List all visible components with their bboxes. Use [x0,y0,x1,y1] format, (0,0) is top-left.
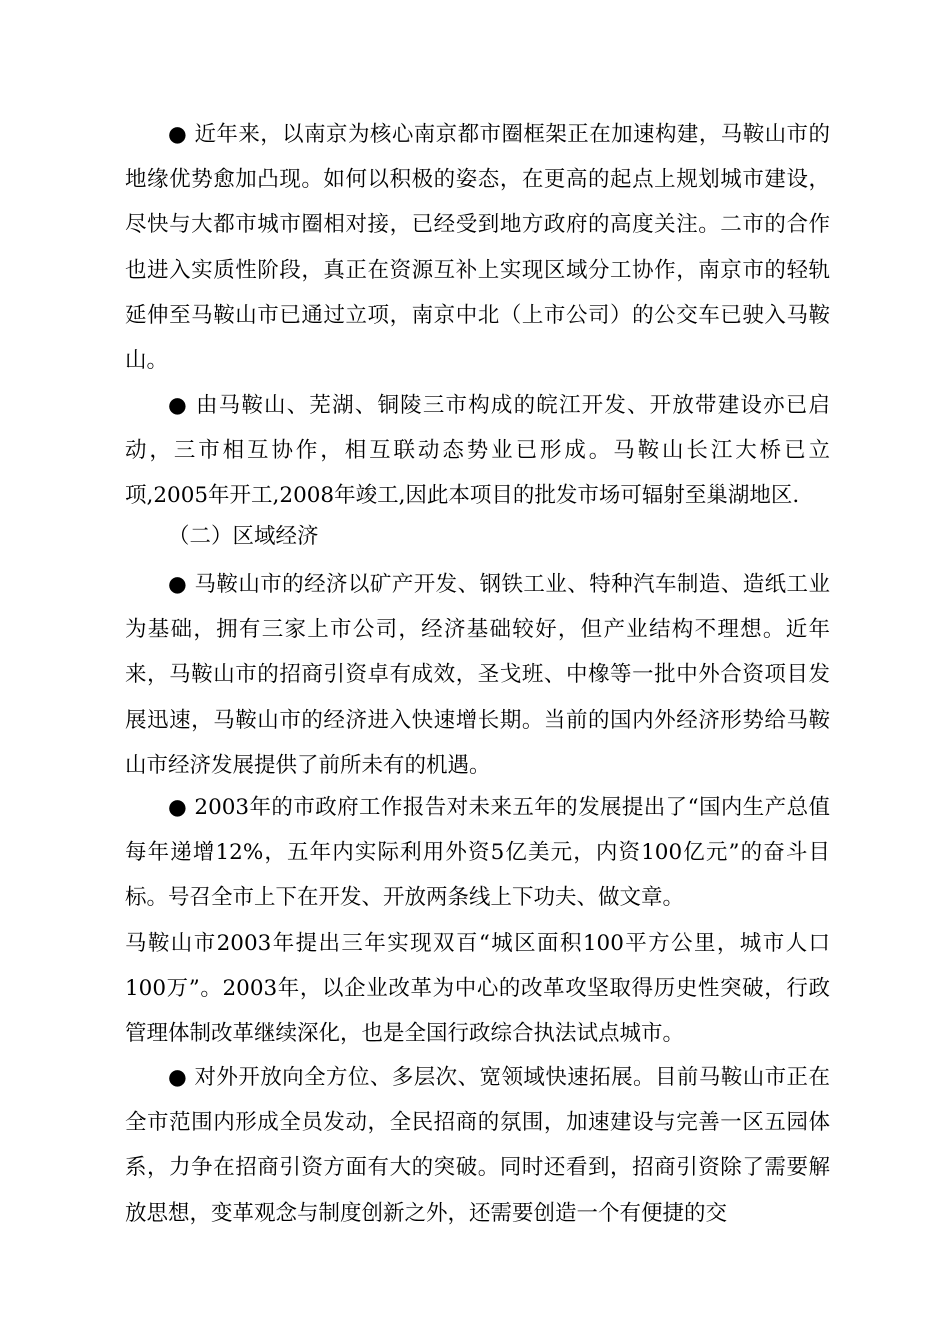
paragraph-government-goals: ● 2003年的市政府工作报告对未来五年的发展提出了“国内生产总值每年递增12%，五年内实际利用外资5亿美元，内资100亿元”的奋斗目标。号召全市上下在开发、开放两条线上下功夫、做文章。 [125,795,830,911]
section-heading-regional-economy: （二）区域经济 [168,524,319,549]
paragraph-economy-base: ● 马鞍山市的经济以矿产开发、钢铁工业、特种汽车制造、造纸工业为基础，拥有三家上市公司，经济基础较好，但产业结构不理想。近年来，马鞍山市的招商引资卓有成效，圣戈班、中橡等一批中外合资项目发展迅速，马鞍山市的经济进入快速增长期。当前的国内外经济形势给马鞍山市经济发展提供了前所未有的机遇。 [125,572,830,778]
paragraph-opening-up: ● 对外开放向全方位、多层次、宽领域快速拓展。目前马鞍山市正在全市范围内形成全员发动，全民招商的氛围，加速建设与完善一区五园体系，力争在招商引资方面有大的突破。同时还看到，招商引资除了需要解放思想，变革观念与制度创新之外，还需要创造一个有便捷的交 [125,1065,830,1226]
paragraph-nanjing-metro: ● 近年来，以南京为核心南京都市圈框架正在加速构建，马鞍山市的地缘优势愈加凸现。如何以积极的姿态，在更高的起点上规划城市建设，尽快与大都市城市圈相对接，已经受到地方政府的高度关注。二市的合作也进入实质性阶段，真正在资源互补上实现区域分工协作，南京市的轻轨延伸至马鞍山市已通过立项，南京中北（上市公司）的公交车已驶入马鞍山。 [125,122,830,374]
paragraph-double-hundred: 马鞍山市2003年提出三年实现双百“城区面积100平方公里，城市人口100万”。2003年，以企业改革为中心的改革攻坚取得历史性突破，行政管理体制改革继续深化，也是全国行政综合执法试点城市。 [125,931,830,1047]
paragraph-wanjiang-belt: ● 由马鞍山、芜湖、铜陵三市构成的皖江开发、开放带建设亦已启动，三市相互协作，相互联动态势业已形成。马鞍山长江大桥已立项,2005年开工,2008年竣工,因此本项目的批发市场可辐射至巢湖地区. [125,393,830,509]
